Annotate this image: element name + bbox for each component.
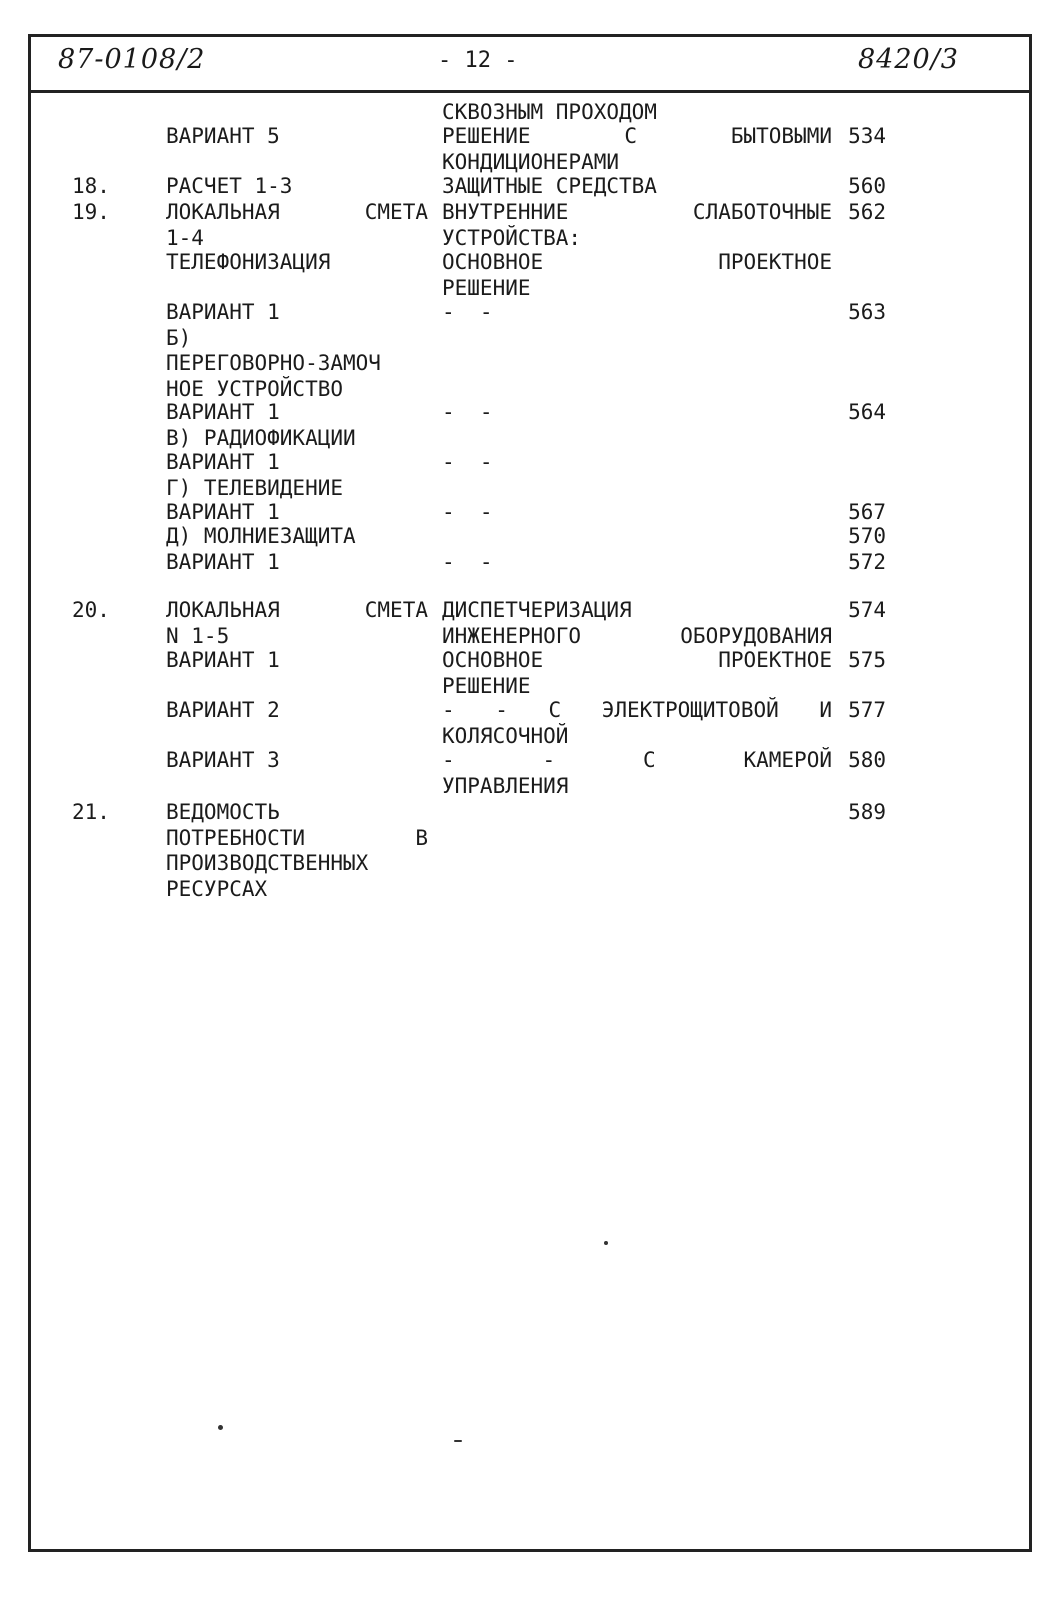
- header-left-code: 87-0108/2: [58, 44, 206, 75]
- entry-title-line: ПЕРЕГОВОРНО-ЗАМОЧ: [166, 351, 381, 375]
- entry-title-line: ТЕЛЕФОНИЗАЦИЯ: [166, 250, 331, 274]
- entry-description-line: - -: [442, 400, 493, 424]
- entry-page-number: 563: [848, 300, 886, 324]
- entry-description-line: ОСНОВНОЕ ПРОЕКТНОЕ: [442, 250, 832, 274]
- entry-description: [442, 500, 832, 526]
- entry-title-line: РАСЧЕТ 1-3: [166, 174, 293, 198]
- entry-title-line: [166, 100, 428, 126]
- entry-title-line: ВАРИАНТ 1: [166, 400, 280, 424]
- entry-title: [166, 200, 428, 251]
- speck-mark: [218, 1425, 223, 1430]
- entry-description-line: ОСНОВНОЕ ПРОЕКТНОЕ: [442, 648, 832, 672]
- entry-description: [442, 250, 832, 301]
- entry-title: [166, 400, 428, 451]
- page-number: - 12 -: [438, 48, 518, 73]
- entry-title: [166, 100, 428, 126]
- entry-page-number: 567: [848, 500, 886, 524]
- speck-mark: [454, 1440, 462, 1442]
- entry-description-line: ДИСПЕТЧЕРИЗАЦИЯ: [442, 598, 632, 622]
- entry-title-line: Б): [166, 325, 192, 350]
- entry-title-line: ВАРИАНТ 5: [166, 124, 280, 148]
- entry-number: 19.: [72, 200, 110, 224]
- entry-title: [166, 500, 428, 526]
- entry-title: [166, 450, 428, 501]
- entry-description-line: СКВОЗНЫМ ПРОХОДОМ: [442, 100, 657, 124]
- entry-description: [442, 200, 832, 251]
- entry-page-number: 560: [848, 174, 886, 198]
- entry-description-line: [442, 800, 832, 826]
- entry-title-line: ВАРИАНТ 2: [166, 698, 280, 722]
- entry-title-line: Г) ТЕЛЕВИДЕНИЕ: [166, 475, 344, 500]
- entry-description: [442, 400, 832, 426]
- entry-title-line: ЛОКАЛЬНАЯ СМЕТА: [166, 598, 428, 622]
- entry-page-number: 574: [848, 598, 886, 622]
- entry-description: [442, 300, 832, 326]
- entry-description-line: РЕШЕНИЕ: [442, 275, 531, 300]
- entry-title-line: В) РАДИОФИКАЦИИ: [166, 425, 356, 450]
- entry-title-line: ВАРИАНТ 1: [166, 500, 280, 524]
- entry-page-number: 580: [848, 748, 886, 772]
- entry-title-line: ВАРИАНТ 1: [166, 300, 280, 324]
- entry-page-number: 572: [848, 550, 886, 574]
- entry-page-number: 562: [848, 200, 886, 224]
- entry-description: [442, 550, 832, 576]
- entry-title-line: НОЕ УСТРОЙСТВО: [166, 376, 344, 401]
- entry-description: [442, 800, 832, 826]
- entry-title-line: 1-4: [166, 225, 204, 250]
- entry-description-line: УПРАВЛЕНИЯ: [442, 773, 569, 798]
- entry-page-number: 564: [848, 400, 886, 424]
- entry-description: [442, 450, 832, 476]
- entry-title: [166, 698, 428, 724]
- header-right-code: 8420/3: [858, 44, 959, 75]
- entry-title-line: ПРОИЗВОДСТВЕННЫХ: [166, 851, 369, 875]
- entry-title-line: ВАРИАНТ 3: [166, 748, 280, 772]
- entry-number: 18.: [72, 174, 110, 198]
- entry-title: [166, 250, 428, 276]
- entry-title: [166, 748, 428, 774]
- header-divider: [28, 90, 1032, 93]
- entry-title: [166, 800, 428, 902]
- entry-page-number: 577: [848, 698, 886, 722]
- entry-title: [166, 550, 428, 576]
- entry-page-number: 534: [848, 124, 886, 148]
- entry-description-line: - -: [442, 450, 493, 474]
- entry-description-line: УСТРОЙСТВА:: [442, 225, 582, 250]
- entry-description: [442, 124, 832, 175]
- entry-title: [166, 300, 428, 402]
- entry-title: [166, 174, 428, 200]
- entry-description: [442, 648, 832, 699]
- entry-description-line: - - С ЭЛЕКТРОЩИТОВОЙ И: [442, 698, 832, 722]
- entry-description-line: ЗАЩИТНЫЕ СРЕДСТВА: [442, 174, 657, 198]
- entry-description-line: ВНУТРЕННИЕ СЛАБОТОЧНЫЕ: [442, 200, 832, 224]
- entry-description-line: - -: [442, 550, 493, 574]
- entry-description-line: - -: [442, 300, 493, 324]
- entry-description: [442, 524, 832, 550]
- entry-description-line: КОЛЯСОЧНОЙ: [442, 723, 569, 748]
- entry-description-line: [442, 524, 832, 550]
- entry-title-line: РЕСУРСАХ: [166, 876, 268, 901]
- entry-description-line: КОНДИЦИОНЕРАМИ: [442, 149, 620, 174]
- entry-description: [442, 698, 832, 749]
- entry-page-number: 570: [848, 524, 886, 548]
- entry-title: [166, 124, 428, 150]
- entry-title: [166, 598, 428, 649]
- entry-page-number: 589: [848, 800, 886, 824]
- entry-title-line: ВАРИАНТ 1: [166, 648, 280, 672]
- entry-page-number: 575: [848, 648, 886, 672]
- entry-title-line: N 1-5: [166, 623, 230, 648]
- entry-number: 21.: [72, 800, 110, 824]
- entry-number: 20.: [72, 598, 110, 622]
- entry-description: [442, 748, 832, 799]
- entry-title-line: ПОТРЕБНОСТИ В: [166, 825, 428, 850]
- entry-title-line: ВАРИАНТ 1: [166, 450, 280, 474]
- entry-description: [442, 598, 832, 649]
- entry-description-line: ИНЖЕНЕРНОГО ОБОРУДОВАНИЯ: [442, 623, 832, 648]
- entry-description-line: РЕШЕНИЕ: [442, 673, 531, 698]
- entry-title: [166, 648, 428, 674]
- speck-mark: [604, 1241, 608, 1245]
- entry-title-line: ВЕДОМОСТЬ: [166, 800, 280, 824]
- entry-description-line: - -: [442, 500, 493, 524]
- entry-title-line: Д) МОЛНИЕЗАЩИТА: [166, 524, 356, 548]
- entry-description: [442, 100, 832, 126]
- entry-description-line: - - С КАМЕРОЙ: [442, 748, 832, 772]
- entry-title: [166, 524, 428, 550]
- entry-description-line: РЕШЕНИЕ С БЫТОВЫМИ: [442, 124, 832, 148]
- entry-title-line: ЛОКАЛЬНАЯ СМЕТА: [166, 200, 428, 224]
- entry-description: [442, 174, 832, 200]
- entry-title-line: ВАРИАНТ 1: [166, 550, 280, 574]
